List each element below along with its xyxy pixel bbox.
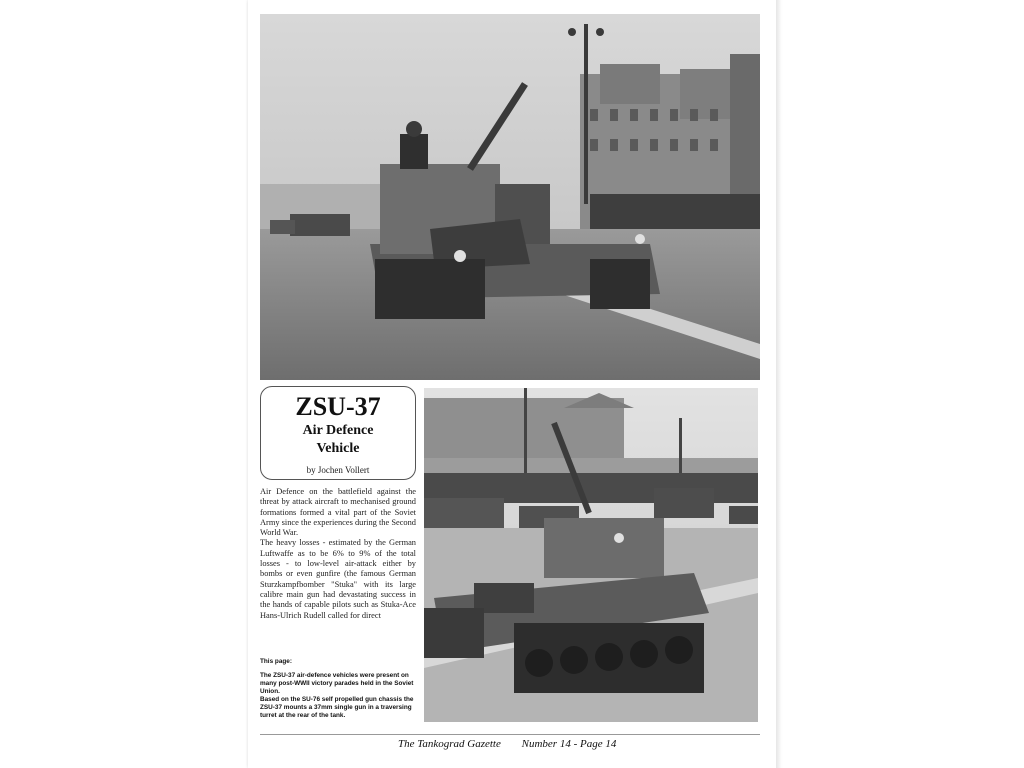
magazine-page xyxy=(248,0,780,768)
article-byline: by Jochen Vollert xyxy=(306,465,370,475)
parade-photo-top xyxy=(260,14,760,380)
photo-caption xyxy=(260,658,420,720)
article-title: ZSU-37 xyxy=(295,392,381,421)
article-body xyxy=(260,487,416,621)
body-paragraph: The heavy losses - estimated by the German Luftwaffe as to be 6% to 9% of the total losses - to low-level air-attack either by bombs or even gunfire (the famous German Sturzkampfbomber "Stuka" with its large calibre main gun had devastating success in the hands of capable pilots such as Stuka-Ace Hans-Ulrich Rudell called for direct xyxy=(260,538,416,620)
parade-photo-bottom xyxy=(424,388,758,722)
caption-line: Based on the SU-76 self propelled gun chassis the ZSU-37 mounts a 37mm single gun in a traversing turret at the rear of the tank. xyxy=(260,696,414,719)
body-paragraph: Air Defence on the battlefield against the threat by attack aircraft to mechanised ground formations formed a vital part of the Soviet Army since the experiences during the Second World War. xyxy=(260,487,416,538)
article-title-box xyxy=(260,386,416,480)
page-footer xyxy=(398,738,616,750)
page-edge xyxy=(776,0,782,768)
article-subtitle-line2: Vehicle xyxy=(316,441,360,456)
caption-line: The ZSU-37 air-defence vehicles were present on many post-WWII victory parades held in the Soviet Union. xyxy=(260,672,414,695)
caption-heading: This page: xyxy=(260,658,292,665)
issue-page-number: Number 14 - Page 14 xyxy=(521,738,617,750)
article-subtitle-line1: Air Defence xyxy=(302,423,374,438)
footer-rule xyxy=(260,734,760,735)
publication-name: The Tankograd Gazette xyxy=(398,738,501,750)
